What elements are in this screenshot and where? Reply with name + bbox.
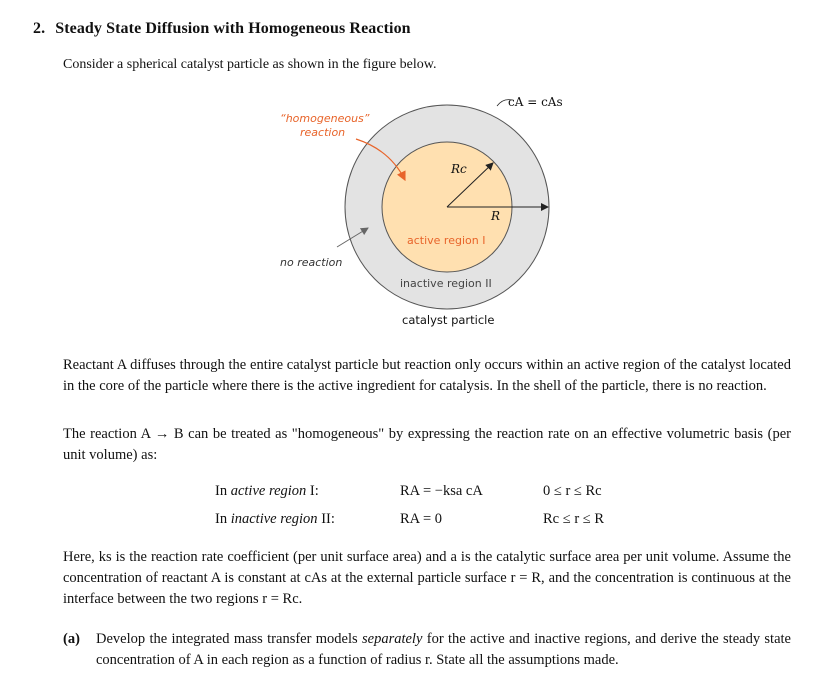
intro-text: Consider a spherical catalyst particle as shown in the figure below. [63, 57, 437, 72]
question-a-text: Develop the integrated mass transfer models separately for the active and inactive regions, and derive the steady state concentration of A in each region as a function of radius r. State all the assumptions made. [96, 631, 791, 668]
inactive-region-label: inactive region II [400, 277, 492, 290]
question-a-tag: (a) [63, 631, 80, 647]
reaction-label: reaction [300, 126, 346, 139]
equation-2-rate: RA = 0 [400, 511, 443, 527]
rc-label: Rc [451, 162, 467, 176]
equation-1-range: 0 ≤ r ≤ Rc [543, 483, 602, 499]
no-reaction-label: no reaction [280, 256, 343, 269]
homogeneous-label: “homogeneous” [280, 112, 370, 125]
active-region-label: active region I [407, 234, 486, 247]
catalyst-particle-label: catalyst particle [402, 313, 495, 327]
question-a [63, 629, 791, 671]
equation-1-rate: RA = −ksa cA [400, 483, 483, 499]
r-label: R [491, 209, 501, 223]
surface-conc-label: cA = cAs [508, 95, 563, 109]
paragraph-2: The reaction A → B can be treated as "homogeneous" by expressing the reaction rate on an effective volumetric basis (per unit volume) as: [63, 426, 791, 463]
paragraph-1: Reactant A diffuses through the entire catalyst particle but reaction only occurs within an active region of the catalyst located in the core of the particle where there is the active ingredient for catalysis. In the shell of the particle, there is no reaction. [63, 357, 791, 394]
equation-2-region: In inactive region II: [215, 511, 335, 527]
paragraph-3: Here, ks is the reaction rate coefficient (per unit surface area) and a is the catalytic surface area per unit volume. Assume the concentration of reactant A is constant at cAs at the external particle surface r = R, and the concentration is continuous at the interface between the two regions r = Rc. [63, 549, 791, 607]
equation-2-range: Rc ≤ r ≤ R [543, 511, 605, 527]
section-title: Steady State Diffusion with Homogeneous Reaction [55, 20, 411, 37]
equation-1-region: In active region I: [215, 483, 319, 499]
section-number: 2. [33, 20, 46, 37]
